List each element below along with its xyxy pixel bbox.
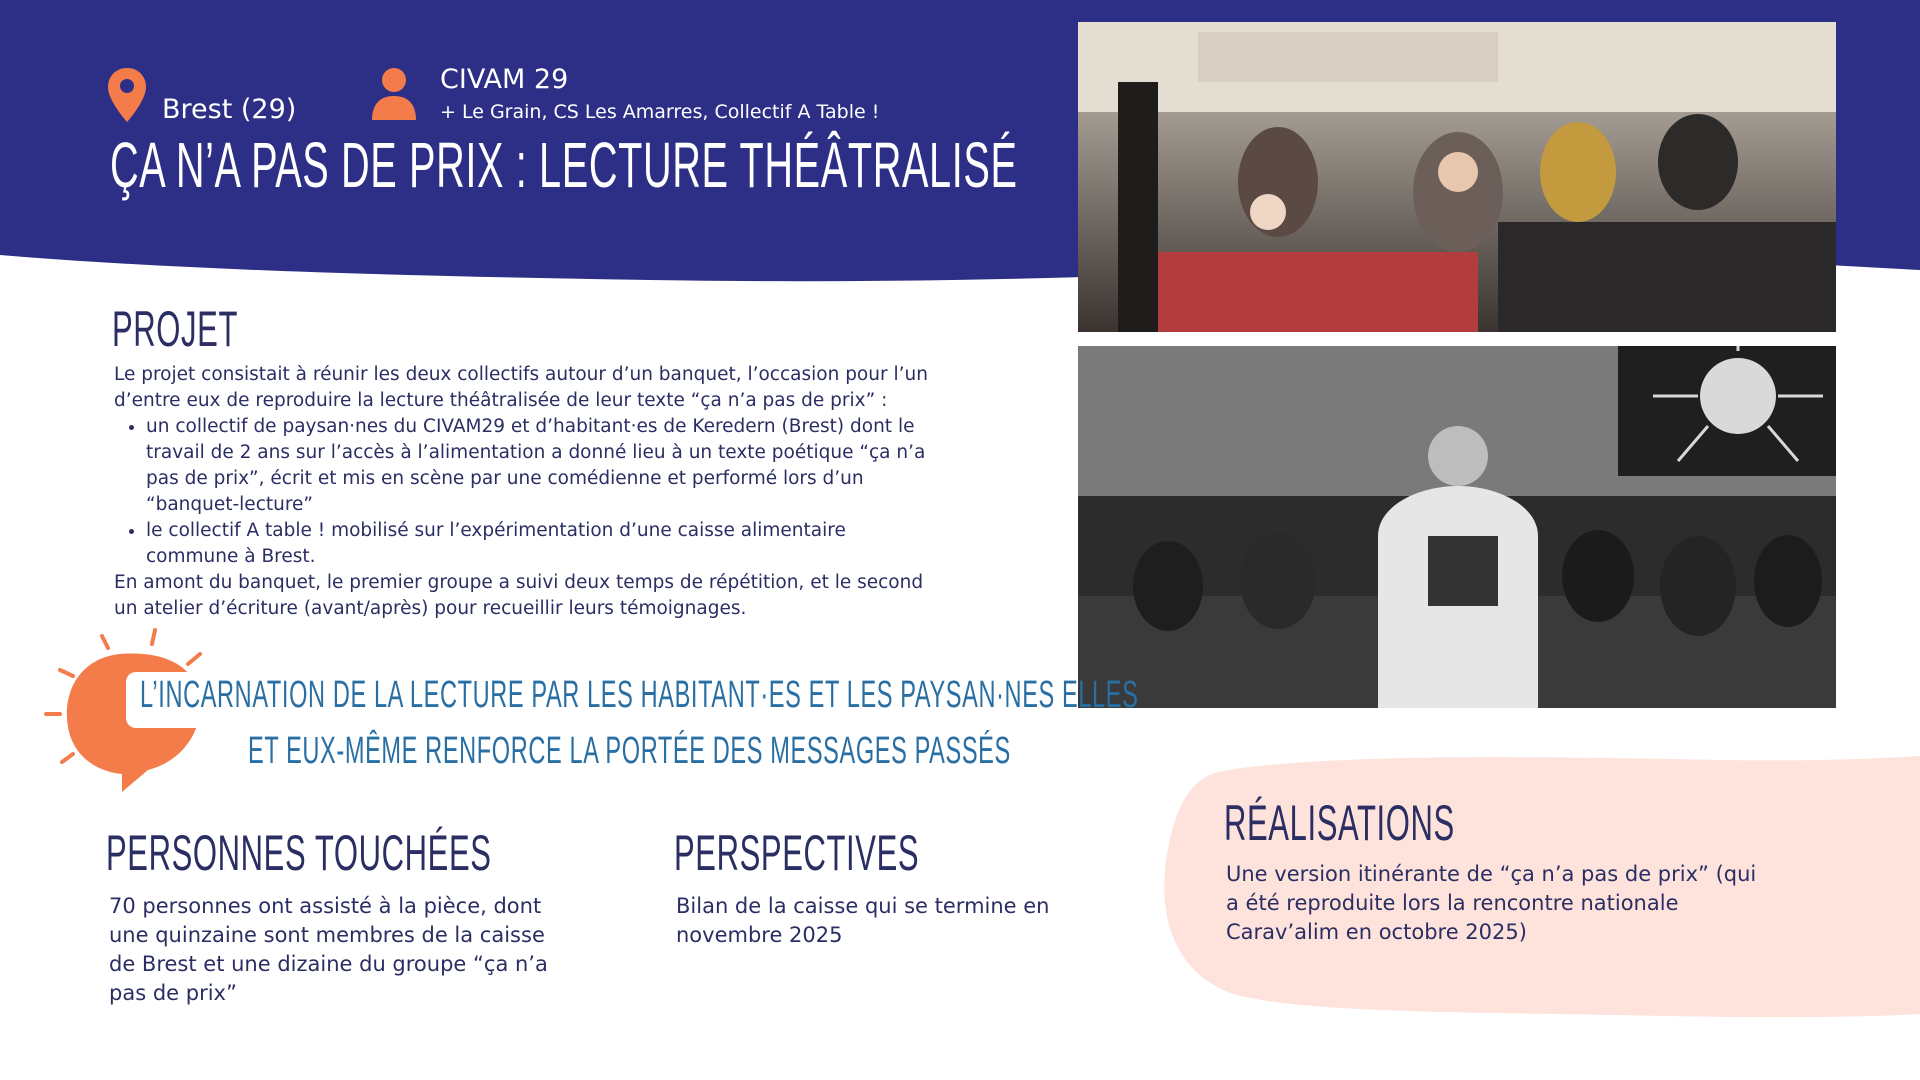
organisation-group: [370, 64, 879, 123]
projet-intro: Le projet consistait à réunir les deux collectifs autour d’un banquet, l’occasion pour l’un d’entre eux de reproduire la lecture théâtralisée de leur texte “ça n’a pas de prix” :: [114, 364, 928, 411]
realisations-title: RÉALISATIONS: [1224, 795, 1455, 851]
projet-bullets: [114, 414, 934, 570]
photo-performance: [1078, 346, 1836, 708]
page-title: ÇA N’A PAS DE PRIX : LECTURE THÉÂTRALISÉ: [110, 129, 1018, 201]
map-pin-icon: [106, 66, 148, 124]
personnes-title: PERSONNES TOUCHÉES: [106, 825, 492, 881]
organisation-partners: + Le Grain, CS Les Amarres, Collectif A Table !: [440, 101, 880, 123]
list-item: • un collectif de paysan·nes du CIVAM29 et d’habitant·es de Keredern (Brest) dont le travail de 2 ans sur l’accès à l’alimentation a donné lieu à un texte poétique “ça n’a pas de prix”, écrit et mis en scène par une comédienne et performé lors d’un “banquet-lecture”: [146, 414, 934, 518]
location-text: Brest (29): [162, 94, 297, 125]
projet-outro: En amont du banquet, le premier groupe a suivi deux temps de répétition, et le second un atelier d’écriture (avant/après) pour recueillir leurs témoignages.: [114, 572, 924, 619]
projet-body: [114, 362, 934, 622]
realisations-text: Une version itinérante de “ça n’a pas de prix” (qui a été reproduite lors la rencontre nationale Carav’alim en octobre 2025): [1226, 862, 1757, 944]
list-item: • le collectif A table ! mobilisé sur l’expérimentation d’une caisse alimentaire commune à Brest.: [146, 518, 934, 570]
projet-title: PROJET: [112, 301, 239, 357]
photo-banquet: [1078, 22, 1836, 332]
perspectives-text: Bilan de la caisse qui se termine en novembre 2025: [676, 894, 1050, 947]
quote-line-2: ET EUX-MÊME RENFORCE LA PORTÉE DES MESSAGES PASSÉS: [248, 730, 1011, 772]
organisation-name: CIVAM 29: [440, 64, 569, 95]
person-icon: [370, 66, 418, 122]
quote-line-1: L’INCARNATION DE LA LECTURE PAR LES HABITANT·ES ET LES PAYSAN·NES ELLES: [140, 674, 1139, 716]
perspectives-title: PERSPECTIVES: [674, 825, 920, 881]
personnes-text: 70 personnes ont assisté à la pièce, dont une quinzaine sont membres de la caisse de Brest et une dizaine du groupe “ça n’a pas de prix”: [109, 894, 548, 1005]
location-group: [106, 64, 296, 125]
